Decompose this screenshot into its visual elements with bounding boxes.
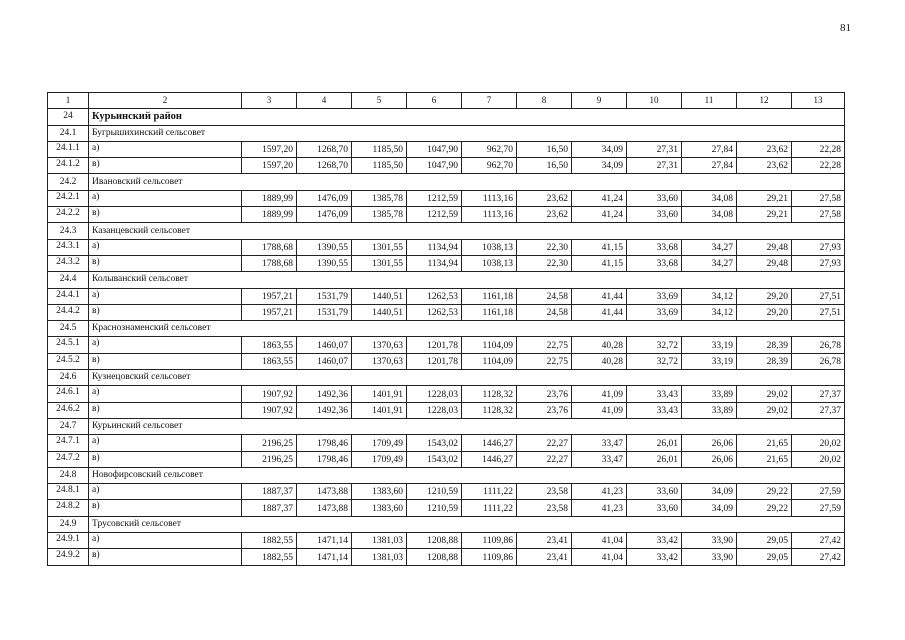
section-code: 24.5	[48, 321, 89, 337]
section-row	[48, 467, 845, 483]
value-cell: 41,04	[572, 549, 627, 565]
value-cell: 34,08	[682, 190, 737, 206]
value-cell: 28,39	[737, 353, 792, 369]
value-cell: 1262,53	[407, 304, 462, 320]
value-cell: 32,72	[627, 353, 682, 369]
value-cell: 1460,07	[297, 353, 352, 369]
value-cell: 23,62	[517, 190, 572, 206]
value-cell: 23,62	[737, 141, 792, 157]
value-cell: 33,43	[627, 402, 682, 418]
value-cell: 29,21	[737, 207, 792, 223]
column-header: 12	[737, 93, 792, 109]
value-cell: 27,59	[792, 500, 845, 516]
table-row	[48, 207, 845, 223]
row-variant: в)	[89, 549, 242, 565]
section-row	[48, 370, 845, 386]
value-cell: 1381,03	[352, 533, 407, 549]
section-code: 24.7	[48, 418, 89, 434]
value-cell: 27,93	[792, 239, 845, 255]
value-cell: 26,01	[627, 451, 682, 467]
column-header: 4	[297, 93, 352, 109]
table-row	[48, 402, 845, 418]
value-cell: 22,75	[517, 353, 572, 369]
value-cell: 1390,55	[297, 255, 352, 271]
value-cell: 1047,90	[407, 158, 462, 174]
value-cell: 1473,88	[297, 484, 352, 500]
page-number: 81	[840, 22, 851, 34]
row-code: 24.4.1	[48, 288, 89, 304]
section-row	[48, 516, 845, 532]
value-cell: 1370,63	[352, 337, 407, 353]
section-name: Новофирсовский сельсовет	[89, 467, 845, 483]
value-cell: 962,70	[462, 141, 517, 157]
section-name: Бугрышихинский сельсовет	[89, 125, 845, 141]
table-row	[48, 239, 845, 255]
value-cell: 1543,02	[407, 451, 462, 467]
row-variant: в)	[89, 451, 242, 467]
value-cell: 23,58	[517, 484, 572, 500]
value-cell: 20,02	[792, 451, 845, 467]
row-variant: в)	[89, 402, 242, 418]
value-cell: 1709,49	[352, 435, 407, 451]
value-cell: 26,78	[792, 353, 845, 369]
value-cell: 27,58	[792, 207, 845, 223]
value-cell: 1201,78	[407, 337, 462, 353]
value-cell: 22,30	[517, 255, 572, 271]
row-code: 24.8.1	[48, 484, 89, 500]
value-cell: 1104,09	[462, 353, 517, 369]
value-cell: 29,48	[737, 255, 792, 271]
value-cell: 1301,55	[352, 239, 407, 255]
value-cell: 22,28	[792, 158, 845, 174]
value-cell: 33,89	[682, 402, 737, 418]
value-cell: 1185,50	[352, 141, 407, 157]
value-cell: 1161,18	[462, 288, 517, 304]
value-cell: 33,47	[572, 451, 627, 467]
value-cell: 1531,79	[297, 288, 352, 304]
row-code: 24.5.2	[48, 353, 89, 369]
value-cell: 1047,90	[407, 141, 462, 157]
value-cell: 29,22	[737, 500, 792, 516]
value-cell: 33,47	[572, 435, 627, 451]
value-cell: 34,09	[682, 484, 737, 500]
value-cell: 29,21	[737, 190, 792, 206]
value-cell: 1212,59	[407, 190, 462, 206]
section-code: 24.2	[48, 174, 89, 190]
column-header-row	[48, 93, 845, 109]
value-cell: 26,06	[682, 451, 737, 467]
value-cell: 1798,46	[297, 435, 352, 451]
column-header: 2	[89, 93, 242, 109]
district-name: Курьинский район	[89, 109, 845, 125]
value-cell: 2196,25	[242, 435, 297, 451]
value-cell: 1957,21	[242, 304, 297, 320]
value-cell: 1210,59	[407, 484, 462, 500]
value-cell: 34,09	[682, 500, 737, 516]
value-cell: 33,90	[682, 533, 737, 549]
row-code: 24.5.1	[48, 337, 89, 353]
value-cell: 1460,07	[297, 337, 352, 353]
column-header: 3	[242, 93, 297, 109]
value-cell: 34,08	[682, 207, 737, 223]
value-cell: 21,65	[737, 451, 792, 467]
value-cell: 27,31	[627, 158, 682, 174]
value-cell: 22,28	[792, 141, 845, 157]
row-code: 24.8.2	[48, 500, 89, 516]
value-cell: 40,28	[572, 337, 627, 353]
value-cell: 1262,53	[407, 288, 462, 304]
value-cell: 26,01	[627, 435, 682, 451]
table-row	[48, 304, 845, 320]
value-cell: 27,42	[792, 533, 845, 549]
section-row	[48, 272, 845, 288]
value-cell: 1383,60	[352, 500, 407, 516]
table-row	[48, 255, 845, 271]
value-cell: 1473,88	[297, 500, 352, 516]
value-cell: 34,27	[682, 239, 737, 255]
value-cell: 33,60	[627, 484, 682, 500]
value-cell: 33,60	[627, 500, 682, 516]
value-cell: 24,58	[517, 288, 572, 304]
value-cell: 29,20	[737, 304, 792, 320]
row-variant: в)	[89, 255, 242, 271]
value-cell: 1134,94	[407, 239, 462, 255]
value-cell: 23,76	[517, 386, 572, 402]
value-cell: 1268,70	[297, 158, 352, 174]
value-cell: 29,20	[737, 288, 792, 304]
row-code: 24.7.2	[48, 451, 89, 467]
row-code: 24.6.1	[48, 386, 89, 402]
tariff-table	[47, 92, 845, 566]
section-code: 24.9	[48, 516, 89, 532]
section-row	[48, 223, 845, 239]
value-cell: 29,05	[737, 533, 792, 549]
value-cell: 41,23	[572, 500, 627, 516]
value-cell: 1471,14	[297, 549, 352, 565]
row-variant: а)	[89, 337, 242, 353]
value-cell: 22,30	[517, 239, 572, 255]
row-variant: в)	[89, 500, 242, 516]
value-cell: 22,27	[517, 435, 572, 451]
district-row	[48, 109, 845, 125]
value-cell: 34,12	[682, 304, 737, 320]
section-code: 24.4	[48, 272, 89, 288]
value-cell: 1446,27	[462, 435, 517, 451]
section-code: 24.1	[48, 125, 89, 141]
value-cell: 1201,78	[407, 353, 462, 369]
value-cell: 1161,18	[462, 304, 517, 320]
value-cell: 1882,55	[242, 549, 297, 565]
value-cell: 21,65	[737, 435, 792, 451]
value-cell: 23,76	[517, 402, 572, 418]
value-cell: 1863,55	[242, 353, 297, 369]
column-header: 10	[627, 93, 682, 109]
row-code: 24.7.1	[48, 435, 89, 451]
column-header: 5	[352, 93, 407, 109]
table-row	[48, 158, 845, 174]
value-cell: 29,48	[737, 239, 792, 255]
value-cell: 1401,91	[352, 386, 407, 402]
value-cell: 1440,51	[352, 288, 407, 304]
table-row	[48, 288, 845, 304]
value-cell: 27,93	[792, 255, 845, 271]
column-header: 9	[572, 93, 627, 109]
section-row	[48, 321, 845, 337]
row-code: 24.2.2	[48, 207, 89, 223]
row-variant: а)	[89, 288, 242, 304]
table-row	[48, 353, 845, 369]
value-cell: 1882,55	[242, 533, 297, 549]
value-cell: 1210,59	[407, 500, 462, 516]
value-cell: 27,84	[682, 158, 737, 174]
value-cell: 40,28	[572, 353, 627, 369]
value-cell: 27,31	[627, 141, 682, 157]
value-cell: 28,39	[737, 337, 792, 353]
row-code: 24.3.2	[48, 255, 89, 271]
value-cell: 1889,99	[242, 190, 297, 206]
value-cell: 1381,03	[352, 549, 407, 565]
value-cell: 1957,21	[242, 288, 297, 304]
table-body	[48, 93, 845, 566]
value-cell: 1128,32	[462, 402, 517, 418]
value-cell: 1109,86	[462, 533, 517, 549]
value-cell: 1440,51	[352, 304, 407, 320]
value-cell: 1401,91	[352, 402, 407, 418]
value-cell: 23,58	[517, 500, 572, 516]
section-name: Краснознаменский сельсовет	[89, 321, 845, 337]
value-cell: 41,15	[572, 255, 627, 271]
value-cell: 23,41	[517, 549, 572, 565]
column-header: 13	[792, 93, 845, 109]
table-row	[48, 190, 845, 206]
value-cell: 41,09	[572, 386, 627, 402]
row-code: 24.1.2	[48, 158, 89, 174]
value-cell: 1370,63	[352, 353, 407, 369]
value-cell: 33,69	[627, 288, 682, 304]
value-cell: 1185,50	[352, 158, 407, 174]
value-cell: 962,70	[462, 158, 517, 174]
value-cell: 1212,59	[407, 207, 462, 223]
table-row	[48, 435, 845, 451]
value-cell: 41,44	[572, 288, 627, 304]
section-name: Курьинский сельсовет	[89, 418, 845, 434]
value-cell: 1476,09	[297, 190, 352, 206]
value-cell: 33,68	[627, 255, 682, 271]
value-cell: 1228,03	[407, 386, 462, 402]
section-name: Колыванский сельсовет	[89, 272, 845, 288]
row-code: 24.3.1	[48, 239, 89, 255]
value-cell: 27,58	[792, 190, 845, 206]
value-cell: 1907,92	[242, 402, 297, 418]
value-cell: 1907,92	[242, 386, 297, 402]
value-cell: 1390,55	[297, 239, 352, 255]
value-cell: 26,06	[682, 435, 737, 451]
row-variant: а)	[89, 190, 242, 206]
value-cell: 1471,14	[297, 533, 352, 549]
value-cell: 1476,09	[297, 207, 352, 223]
value-cell: 1128,32	[462, 386, 517, 402]
row-code: 24.6.2	[48, 402, 89, 418]
value-cell: 1111,22	[462, 484, 517, 500]
value-cell: 33,68	[627, 239, 682, 255]
table-row	[48, 500, 845, 516]
value-cell: 33,19	[682, 337, 737, 353]
value-cell: 1109,86	[462, 549, 517, 565]
value-cell: 1104,09	[462, 337, 517, 353]
section-row	[48, 125, 845, 141]
value-cell: 41,09	[572, 402, 627, 418]
value-cell: 1887,37	[242, 500, 297, 516]
value-cell: 34,09	[572, 158, 627, 174]
row-variant: в)	[89, 304, 242, 320]
value-cell: 41,15	[572, 239, 627, 255]
section-name: Ивановский сельсовет	[89, 174, 845, 190]
value-cell: 27,42	[792, 549, 845, 565]
value-cell: 1385,78	[352, 190, 407, 206]
table-row	[48, 533, 845, 549]
value-cell: 22,75	[517, 337, 572, 353]
value-cell: 23,62	[737, 158, 792, 174]
value-cell: 41,24	[572, 207, 627, 223]
value-cell: 1887,37	[242, 484, 297, 500]
value-cell: 1134,94	[407, 255, 462, 271]
section-row	[48, 418, 845, 434]
row-variant: в)	[89, 158, 242, 174]
value-cell: 1531,79	[297, 304, 352, 320]
value-cell: 1208,88	[407, 549, 462, 565]
value-cell: 1889,99	[242, 207, 297, 223]
district-code: 24	[48, 109, 89, 125]
value-cell: 1709,49	[352, 451, 407, 467]
value-cell: 1113,16	[462, 207, 517, 223]
value-cell: 23,41	[517, 533, 572, 549]
value-cell: 33,60	[627, 207, 682, 223]
section-name: Казанцевский сельсовет	[89, 223, 845, 239]
value-cell: 29,02	[737, 402, 792, 418]
row-code: 24.9.1	[48, 533, 89, 549]
value-cell: 1113,16	[462, 190, 517, 206]
value-cell: 1383,60	[352, 484, 407, 500]
value-cell: 41,23	[572, 484, 627, 500]
value-cell: 27,37	[792, 386, 845, 402]
column-header: 11	[682, 93, 737, 109]
column-header: 8	[517, 93, 572, 109]
value-cell: 27,51	[792, 304, 845, 320]
value-cell: 33,43	[627, 386, 682, 402]
section-code: 24.6	[48, 370, 89, 386]
value-cell: 1798,46	[297, 451, 352, 467]
row-code: 24.1.1	[48, 141, 89, 157]
table-row	[48, 549, 845, 565]
value-cell: 1111,22	[462, 500, 517, 516]
value-cell: 1597,20	[242, 141, 297, 157]
section-name: Кузнецовский сельсовет	[89, 370, 845, 386]
value-cell: 1385,78	[352, 207, 407, 223]
section-name: Трусовский сельсовет	[89, 516, 845, 532]
value-cell: 1038,13	[462, 239, 517, 255]
value-cell: 1788,68	[242, 239, 297, 255]
value-cell: 20,02	[792, 435, 845, 451]
row-variant: а)	[89, 141, 242, 157]
value-cell: 41,04	[572, 533, 627, 549]
value-cell: 27,84	[682, 141, 737, 157]
value-cell: 41,24	[572, 190, 627, 206]
column-header: 6	[407, 93, 462, 109]
value-cell: 33,90	[682, 549, 737, 565]
row-variant: а)	[89, 435, 242, 451]
table-row	[48, 141, 845, 157]
value-cell: 1301,55	[352, 255, 407, 271]
value-cell: 1597,20	[242, 158, 297, 174]
value-cell: 34,09	[572, 141, 627, 157]
value-cell: 1492,36	[297, 402, 352, 418]
table-row	[48, 484, 845, 500]
section-row	[48, 174, 845, 190]
row-variant: а)	[89, 239, 242, 255]
value-cell: 1863,55	[242, 337, 297, 353]
value-cell: 41,44	[572, 304, 627, 320]
value-cell: 26,78	[792, 337, 845, 353]
value-cell: 24,58	[517, 304, 572, 320]
value-cell: 1038,13	[462, 255, 517, 271]
value-cell: 27,51	[792, 288, 845, 304]
row-variant: а)	[89, 386, 242, 402]
value-cell: 29,22	[737, 484, 792, 500]
section-code: 24.8	[48, 467, 89, 483]
table-row	[48, 337, 845, 353]
value-cell: 33,19	[682, 353, 737, 369]
value-cell: 33,60	[627, 190, 682, 206]
value-cell: 34,27	[682, 255, 737, 271]
row-variant: а)	[89, 484, 242, 500]
value-cell: 32,72	[627, 337, 682, 353]
value-cell: 2196,25	[242, 451, 297, 467]
value-cell: 27,59	[792, 484, 845, 500]
value-cell: 22,27	[517, 451, 572, 467]
column-header: 7	[462, 93, 517, 109]
value-cell: 1788,68	[242, 255, 297, 271]
value-cell: 1543,02	[407, 435, 462, 451]
value-cell: 27,37	[792, 402, 845, 418]
value-cell: 33,42	[627, 533, 682, 549]
row-variant: в)	[89, 353, 242, 369]
value-cell: 1268,70	[297, 141, 352, 157]
value-cell: 34,12	[682, 288, 737, 304]
row-variant: а)	[89, 533, 242, 549]
row-code: 24.9.2	[48, 549, 89, 565]
section-code: 24.3	[48, 223, 89, 239]
value-cell: 29,05	[737, 549, 792, 565]
value-cell: 1492,36	[297, 386, 352, 402]
row-variant: в)	[89, 207, 242, 223]
value-cell: 29,02	[737, 386, 792, 402]
value-cell: 1228,03	[407, 402, 462, 418]
value-cell: 33,89	[682, 386, 737, 402]
value-cell: 1208,88	[407, 533, 462, 549]
row-code: 24.4.2	[48, 304, 89, 320]
value-cell: 16,50	[517, 141, 572, 157]
value-cell: 1446,27	[462, 451, 517, 467]
value-cell: 33,69	[627, 304, 682, 320]
column-header: 1	[48, 93, 89, 109]
value-cell: 16,50	[517, 158, 572, 174]
table-row	[48, 451, 845, 467]
value-cell: 33,42	[627, 549, 682, 565]
row-code: 24.2.1	[48, 190, 89, 206]
table-row	[48, 386, 845, 402]
value-cell: 23,62	[517, 207, 572, 223]
